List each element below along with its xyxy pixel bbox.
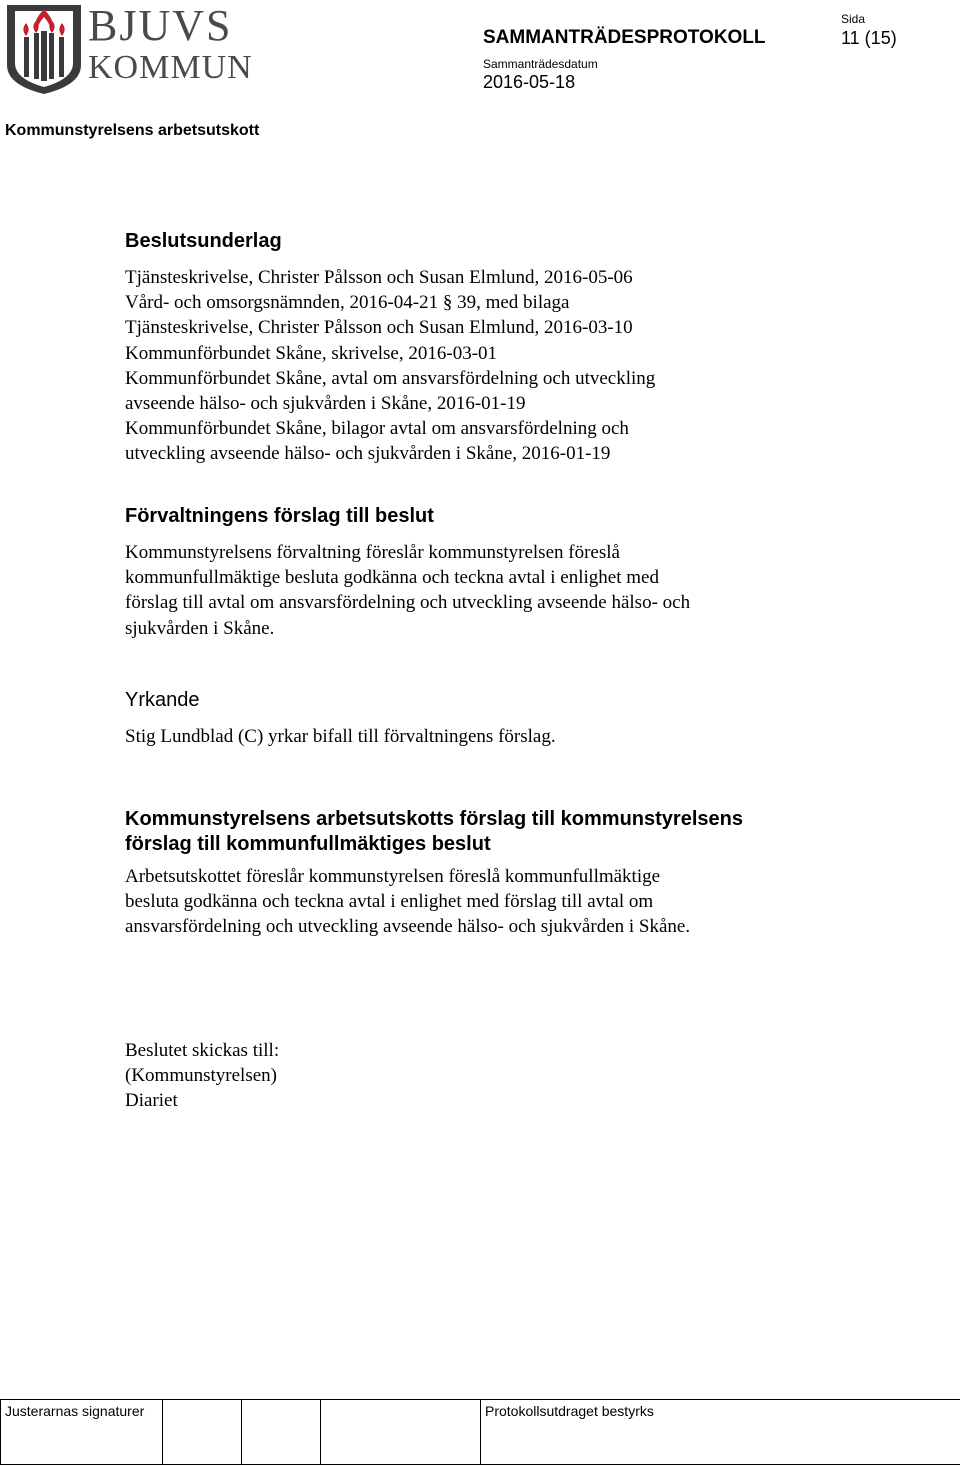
forvaltning-heading: Förvaltningens förslag till beslut (125, 505, 434, 527)
yrkande-heading: Yrkande (125, 689, 200, 711)
text-line: sjukvården i Skåne. (125, 617, 275, 639)
document-line: Tjänsteskrivelse, Christer Pålsson och Susan Elmlund, 2016-05-06 (125, 267, 633, 288)
text-line: kommunfullmäktige besluta godkänna och teckna avtal i enlighet med (125, 567, 659, 589)
text-line: ansvarsfördelning och utveckling avseende hälso- och sjukvården i Skåne. (125, 916, 691, 938)
committee-name: Kommunstyrelsens arbetsutskott (5, 122, 260, 139)
beslutsunderlag-list (125, 265, 825, 467)
text-line: Stig Lundblad (C) yrkar bifall till förvaltningens förslag. (125, 726, 556, 747)
document-line: Tjänsteskrivelse, Christer Pålsson och Susan Elmlund, 2016-03-10 (125, 317, 633, 339)
brand-name: BJUVS (88, 1, 233, 50)
heading-line: förslag till kommunfullmäktiges beslut (125, 833, 491, 855)
page-label: Sida (841, 12, 866, 26)
au-forslag-text (125, 864, 825, 940)
signature-table (0, 1399, 960, 1465)
text-line: (Kommunstyrelsen) (125, 1065, 277, 1087)
document-line: Kommunförbundet Skåne, avtal om ansvarsfördelning och utveckling (125, 367, 656, 389)
signature-cell (163, 1400, 242, 1465)
bestyrks-label: Protokollsutdraget bestyrks (485, 1403, 654, 1419)
document-line: Vård- och omsorgsnämnden, 2016-04-21 § 39, med bilaga (125, 292, 570, 314)
beslutsunderlag-heading: Beslutsunderlag (125, 230, 282, 252)
text-line: Arbetsutskottet föreslår kommunstyrelsen föreslå kommunfullmäktige (125, 866, 661, 887)
au-forslag-heading (125, 807, 743, 857)
heading-line: Kommunstyrelsens arbetsutskotts förslag till kommunstyrelsens (125, 808, 743, 830)
text-line: Beslutet skickas till: (125, 1040, 280, 1061)
bestyrks-cell (481, 1400, 960, 1465)
meeting-date-value: 2016-05-18 (483, 72, 576, 92)
text-line: Kommunstyrelsens förvaltning föreslår kommunstyrelsen föreslå (125, 542, 620, 563)
document-line: avseende hälso- och sjukvården i Skåne, 2016-01-19 (125, 393, 526, 415)
yrkande-text (125, 724, 825, 749)
justerarnas-label: Justerarnas signaturer (5, 1403, 145, 1419)
brand-subtitle: KOMMUN (88, 49, 253, 86)
coat-of-arms-icon (5, 3, 85, 95)
text-line: Diariet (125, 1090, 178, 1112)
text-line: besluta godkänna och teckna avtal i enlighet med förslag till avtal om (125, 891, 654, 913)
document-line: Kommunförbundet Skåne, bilagor avtal om ansvarsfördelning och (125, 418, 629, 440)
justerarnas-signaturer-cell (1, 1400, 163, 1465)
text-line: förslag till avtal om ansvarsfördelning och utveckling avseende hälso- och (125, 592, 691, 614)
signature-cell (242, 1400, 321, 1465)
meeting-date-label: Sammanträdesdatum (483, 57, 598, 71)
document-line: utveckling avseende hälso- och sjukvården i Skåne, 2016-01-19 (125, 443, 611, 465)
document-line: Kommunförbundet Skåne, skrivelse, 2016-03-01 (125, 342, 498, 364)
distribution-list (125, 1038, 825, 1114)
forvaltning-text (125, 540, 825, 641)
signature-cell (321, 1400, 481, 1465)
page-number: 11 (15) (841, 28, 897, 48)
document-type: SAMMANTRÄDESPROTOKOLL (483, 27, 766, 48)
